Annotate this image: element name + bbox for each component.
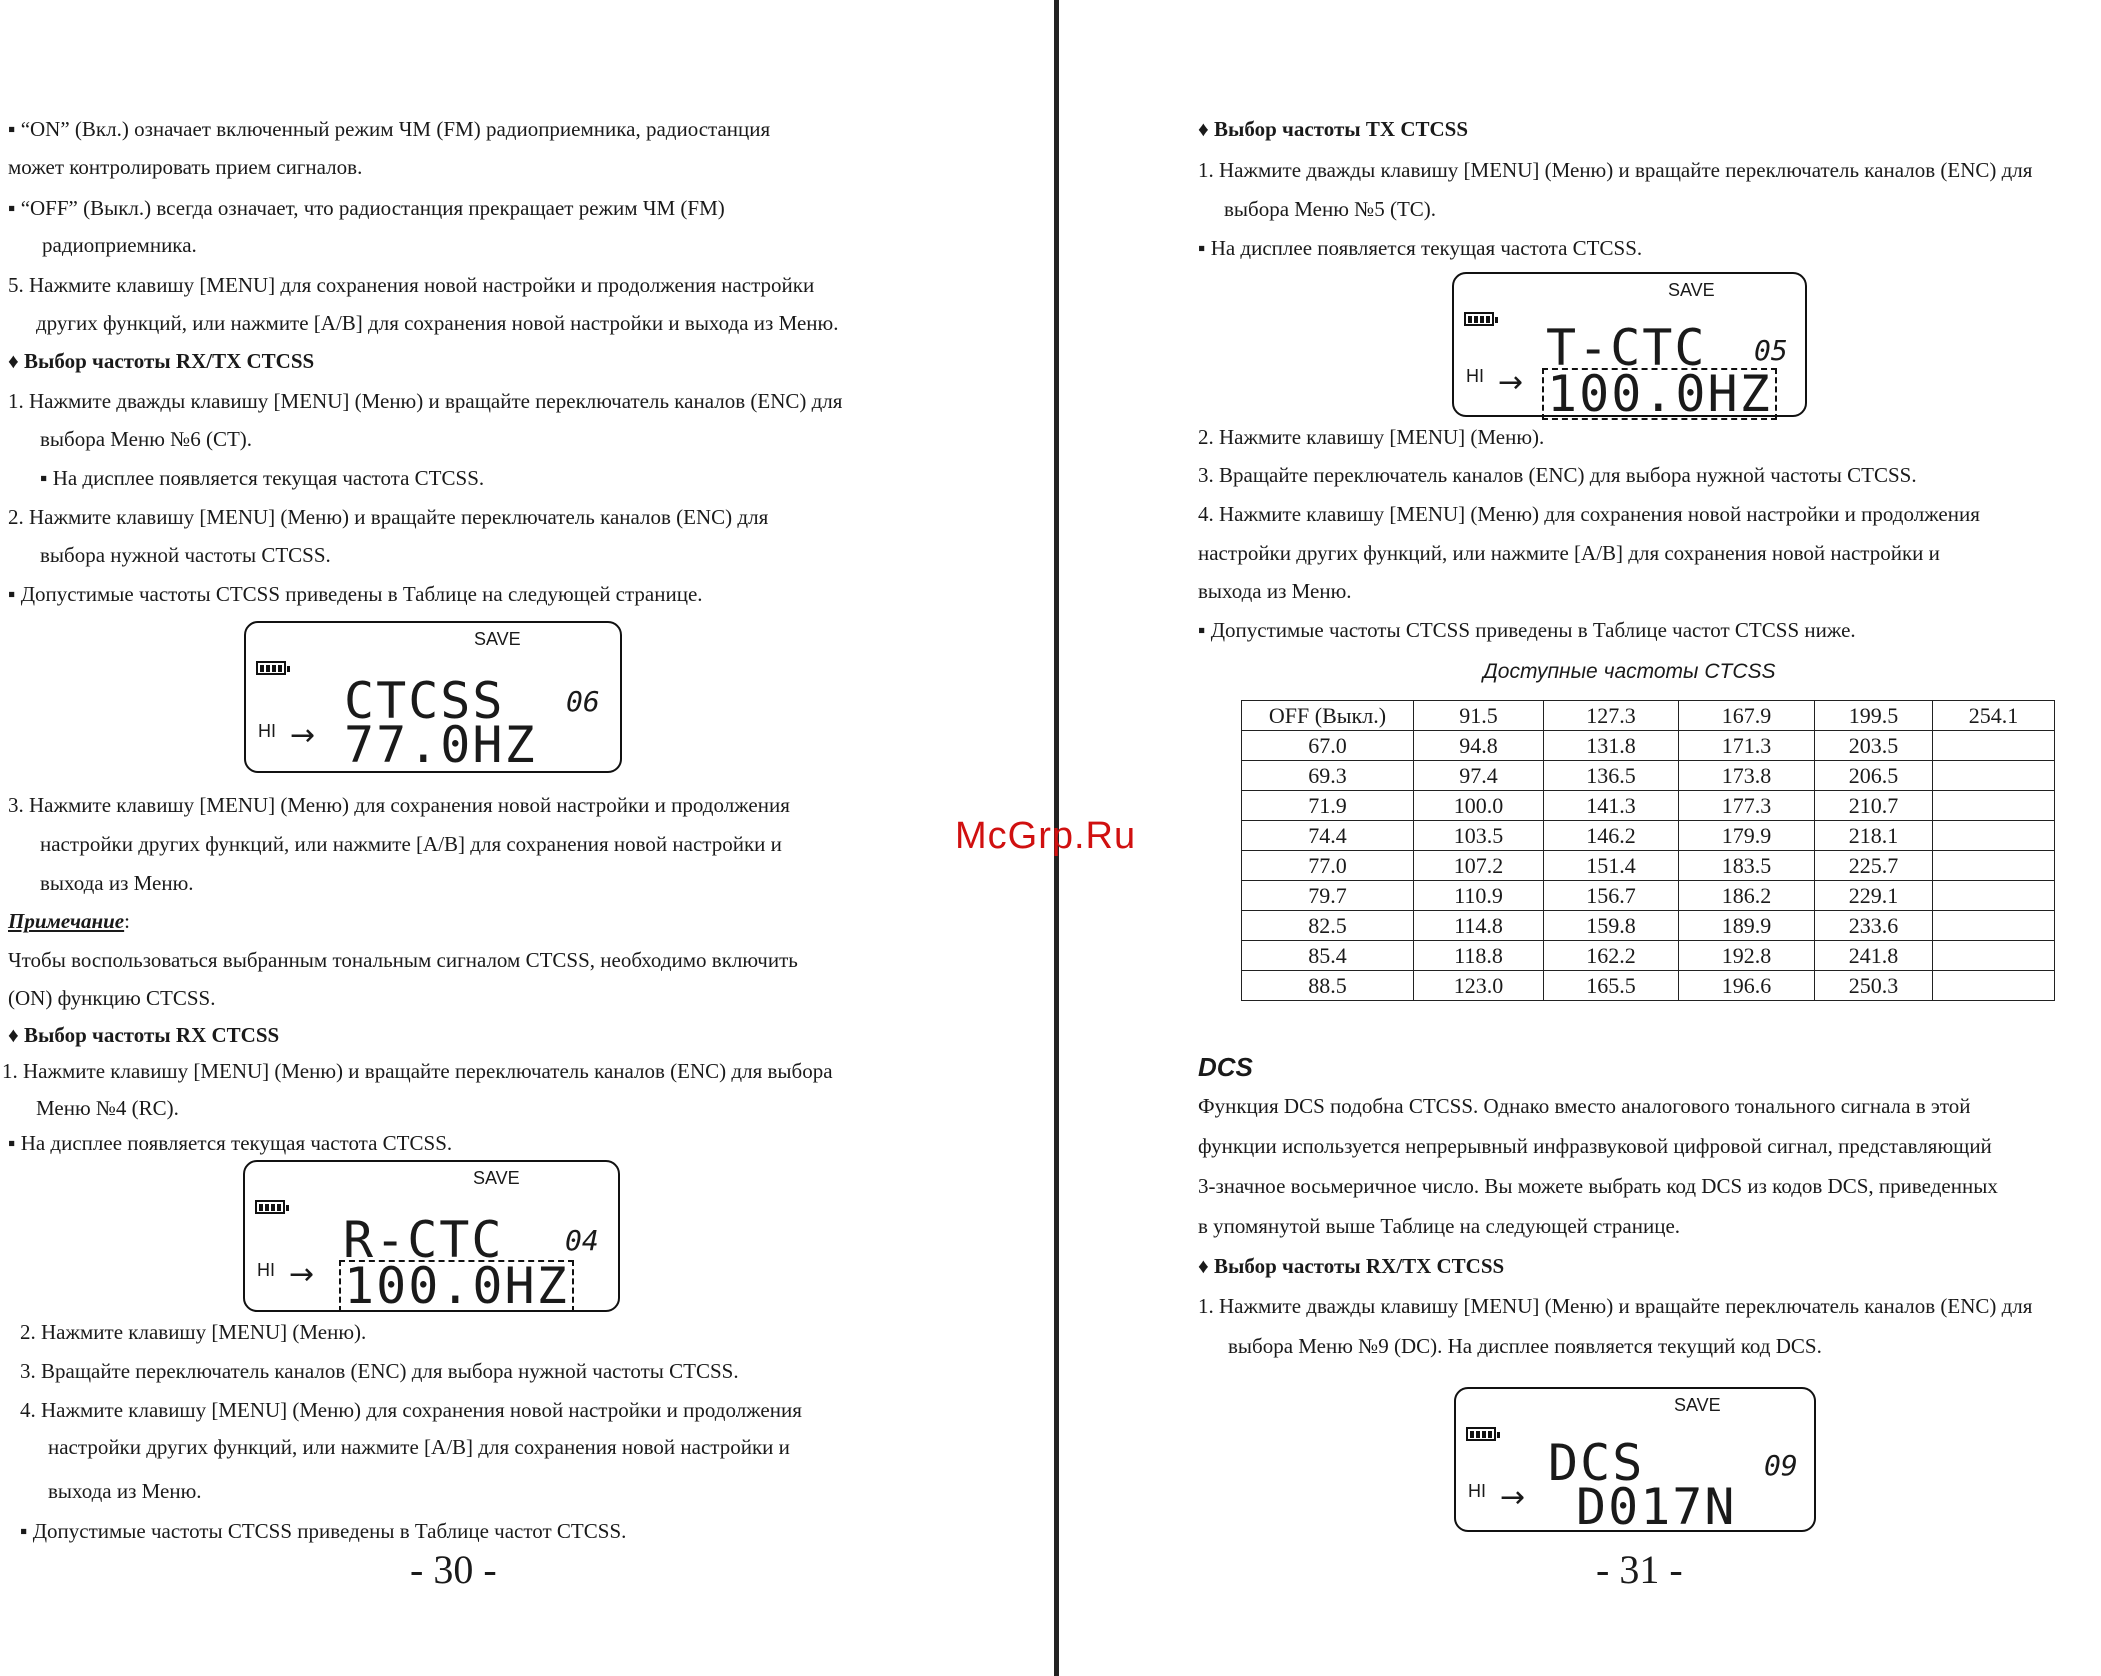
table-cell: 79.7 <box>1242 881 1414 911</box>
text-line: 3. Вращайте переключатель каналов (ENC) для выбора нужной частоты CTCSS. <box>20 1359 739 1383</box>
table-cell: 151.4 <box>1544 851 1679 881</box>
text-line: выбора нужной частоты CTCSS. <box>40 543 331 567</box>
text-line: (ON) функцию CTCSS. <box>8 986 216 1010</box>
table-cell: 156.7 <box>1544 881 1679 911</box>
table-cell: 74.4 <box>1242 821 1414 851</box>
table-row <box>1242 971 2055 1001</box>
lcd-display-rx <box>243 1160 620 1315</box>
section-heading: ♦ Выбор частоты RX CTCSS <box>8 1023 280 1047</box>
text-line: Чтобы воспользоваться выбранным тональным сигналом CTCSS, необходимо включить <box>8 948 798 972</box>
text-line: 1. Нажмите дважды клавишу [MENU] (Меню) и вращайте переключатель каналов (ENC) для <box>1198 1294 2033 1318</box>
table-cell <box>1933 791 2055 821</box>
text-line: Функция DCS подобна CTCSS. Однако вместо аналогового тонального сигнала в этой <box>1198 1094 1971 1118</box>
text-line: 4. Нажмите клавишу [MENU] (Меню) для сохранения новой настройки и продолжения <box>1198 502 1980 526</box>
table-cell: 165.5 <box>1544 971 1679 1001</box>
ctcss-table <box>1241 700 2055 1001</box>
text-line: ▪ На дисплее появляется текущая частота CTCSS. <box>1198 236 1643 260</box>
table-cell: 71.9 <box>1242 791 1414 821</box>
text-line: 1. Нажмите дважды клавишу [MENU] (Меню) и вращайте переключатель каналов (ENC) для <box>1198 158 2033 182</box>
text-line: настройки других функций, или нажмите [A/B] для сохранения новой настройки и <box>1198 541 1940 565</box>
arrow-right-icon: → <box>1500 1480 1526 1515</box>
lcd-line1: DCS <box>1548 1434 1645 1492</box>
table-row <box>1242 851 2055 881</box>
text-line: настройки других функций, или нажмите [A/B] для сохранения новой настройки и <box>40 832 782 856</box>
text-line: выхода из Меню. <box>1198 579 1352 603</box>
page-number: - 31 - <box>1596 1547 1683 1592</box>
table-cell <box>1933 821 2055 851</box>
lcd-line2: D017N <box>1576 1478 1737 1536</box>
lcd-line2: 100.0HZ <box>1542 368 1777 420</box>
table-row <box>1242 701 2055 731</box>
text-line: 2. Нажмите клавишу [MENU] (Меню). <box>1198 425 1545 449</box>
table-cell: 177.3 <box>1679 791 1815 821</box>
table-cell: 97.4 <box>1414 761 1544 791</box>
lcd-line1: R-CTC <box>343 1211 504 1269</box>
table-cell: 196.6 <box>1679 971 1815 1001</box>
table-cell: 162.2 <box>1544 941 1679 971</box>
lcd-display-dcs <box>1454 1387 1816 1536</box>
table-cell: 229.1 <box>1815 881 1933 911</box>
section-heading: ♦ Выбор частоты RX/TX CTCSS <box>8 349 315 373</box>
text-line: ▪ Допустимые частоты CTCSS приведены в Таблице частот CTCSS. <box>20 1519 627 1543</box>
table-cell: 210.7 <box>1815 791 1933 821</box>
page-30 <box>0 0 1050 1676</box>
text-line: 1. Нажмите клавишу [MENU] (Меню) и вращайте переключатель каналов (ENC) для выбора <box>2 1059 833 1083</box>
table-cell: 179.9 <box>1679 821 1815 851</box>
text-line: выхода из Меню. <box>40 871 194 895</box>
table-cell <box>1933 881 2055 911</box>
lcd-channel: 06 <box>566 685 600 718</box>
table-cell: 254.1 <box>1933 701 2055 731</box>
table-cell <box>1933 761 2055 791</box>
lcd-display-ctcss <box>244 621 622 773</box>
text-line: ▪ Допустимые частоты CTCSS приведены в Таблице частот CTCSS ниже. <box>1198 618 1856 642</box>
table-cell <box>1933 731 2055 761</box>
text-line: настройки других функций, или нажмите [A/B] для сохранения новой настройки и <box>48 1435 790 1459</box>
table-cell: 91.5 <box>1414 701 1544 731</box>
table-cell: 199.5 <box>1815 701 1933 731</box>
text-line: 3-значное восьмеричное число. Вы можете выбрать код DCS из кодов DCS, приведенных <box>1198 1174 1998 1198</box>
text-line: 3. Нажмите клавишу [MENU] (Меню) для сохранения новой настройки и продолжения <box>8 793 790 817</box>
lcd-power-label: HI <box>257 1260 275 1280</box>
text-line: в упомянутой выше Таблице на следующей странице. <box>1198 1214 1681 1238</box>
text-line: 5. Нажмите клавишу [MENU] для сохранения новой настройки и продолжения настройки <box>8 273 815 297</box>
text-line: Меню №4 (RC). <box>36 1096 179 1120</box>
table-cell: 107.2 <box>1414 851 1544 881</box>
table-cell: 159.8 <box>1544 911 1679 941</box>
arrow-right-icon: → <box>1498 365 1524 400</box>
text-line: 2. Нажмите клавишу [MENU] (Меню) и вращайте переключатель каналов (ENC) для <box>8 505 769 529</box>
table-row <box>1242 731 2055 761</box>
table-row <box>1242 911 2055 941</box>
text-line: ▪ На дисплее появляется текущая частота CTCSS. <box>8 1131 453 1155</box>
text-line: выбора Меню №9 (DC). На дисплее появляется текущий код DCS. <box>1228 1334 1822 1358</box>
table-cell: 206.5 <box>1815 761 1933 791</box>
table-cell: 173.8 <box>1679 761 1815 791</box>
table-cell: 127.3 <box>1544 701 1679 731</box>
text-line: ▪ Допустимые частоты CTCSS приведены в Таблице на следующей странице. <box>8 582 703 606</box>
lcd-line2: 77.0HZ <box>344 716 537 774</box>
table-cell <box>1933 971 2055 1001</box>
text-line: выбора Меню №6 (CT). <box>40 427 253 451</box>
table-cell: 114.8 <box>1414 911 1544 941</box>
table-cell: 218.1 <box>1815 821 1933 851</box>
table-cell: 123.0 <box>1414 971 1544 1001</box>
table-cell: 67.0 <box>1242 731 1414 761</box>
lcd-save-label: SAVE <box>1674 1395 1721 1415</box>
table-cell: 69.3 <box>1242 761 1414 791</box>
table-row <box>1242 761 2055 791</box>
table-cell: 183.5 <box>1679 851 1815 881</box>
lcd-save-label: SAVE <box>1668 280 1715 300</box>
table-cell: 100.0 <box>1414 791 1544 821</box>
table-cell: 233.6 <box>1815 911 1933 941</box>
note-heading: Примечание: <box>8 909 130 933</box>
table-row <box>1242 941 2055 971</box>
table-cell: 146.2 <box>1544 821 1679 851</box>
text-line: радиоприемника. <box>42 233 197 257</box>
text-line: 3. Вращайте переключатель каналов (ENC) для выбора нужной частоты CTCSS. <box>1198 463 1917 487</box>
table-row <box>1242 791 2055 821</box>
table-cell <box>1933 911 2055 941</box>
table-cell: 203.5 <box>1815 731 1933 761</box>
battery-icon <box>255 1200 285 1214</box>
battery-icon <box>1464 312 1494 326</box>
page-number: - 30 - <box>410 1547 497 1592</box>
text-line: ▪ На дисплее появляется текущая частота CTCSS. <box>40 466 485 490</box>
lcd-channel: 05 <box>1754 334 1788 367</box>
table-cell: 131.8 <box>1544 731 1679 761</box>
table-row <box>1242 821 2055 851</box>
note-label: Примечание <box>8 909 125 933</box>
text-line: выбора Меню №5 (TC). <box>1224 197 1437 221</box>
battery-icon <box>256 661 286 675</box>
text-line: 1. Нажмите дважды клавишу [MENU] (Меню) и вращайте переключатель каналов (ENC) для <box>8 389 843 413</box>
table-cell: 250.3 <box>1815 971 1933 1001</box>
lcd-power-label: HI <box>1466 366 1484 386</box>
section-heading: ♦ Выбор частоты RX/TX CTCSS <box>1198 1254 1505 1278</box>
table-cell: 94.8 <box>1414 731 1544 761</box>
lcd-channel: 09 <box>1764 1449 1798 1482</box>
table-cell: 118.8 <box>1414 941 1544 971</box>
arrow-right-icon: → <box>290 718 316 753</box>
table-cell: 186.2 <box>1679 881 1815 911</box>
table-cell: 110.9 <box>1414 881 1544 911</box>
table-cell: 241.8 <box>1815 941 1933 971</box>
table-cell: 171.3 <box>1679 731 1815 761</box>
table-cell: OFF (Выкл.) <box>1242 701 1414 731</box>
table-cell: 192.8 <box>1679 941 1815 971</box>
table-cell <box>1933 941 2055 971</box>
table-cell: 189.9 <box>1679 911 1815 941</box>
lcd-power-label: HI <box>1468 1481 1486 1501</box>
lcd-line1: T-CTC <box>1546 319 1707 377</box>
lcd-line2: 100.0HZ <box>339 1260 574 1312</box>
lcd-display-tx <box>1452 272 1807 423</box>
text-line: 4. Нажмите клавишу [MENU] (Меню) для сохранения новой настройки и продолжения <box>20 1398 802 1422</box>
lcd-save-label: SAVE <box>473 1168 520 1188</box>
arrow-right-icon: → <box>289 1257 315 1292</box>
text-line: может контролировать прием сигналов. <box>8 155 363 179</box>
watermark: McGrp.Ru <box>955 815 1137 857</box>
section-heading: ♦ Выбор частоты TX CTCSS <box>1198 117 1469 141</box>
table-cell: 88.5 <box>1242 971 1414 1001</box>
table-cell: 167.9 <box>1679 701 1815 731</box>
table-cell: 85.4 <box>1242 941 1414 971</box>
table-caption: Доступные частоты CTCSS <box>1483 660 1776 683</box>
table-cell: 136.5 <box>1544 761 1679 791</box>
table-cell: 77.0 <box>1242 851 1414 881</box>
table-cell: 82.5 <box>1242 911 1414 941</box>
lcd-save-label: SAVE <box>474 629 521 649</box>
text-line: 2. Нажмите клавишу [MENU] (Меню). <box>20 1320 367 1344</box>
table-row <box>1242 881 2055 911</box>
text-line: других функций, или нажмите [A/B] для сохранения новой настройки и выхода из Меню. <box>36 311 839 335</box>
table-cell: 141.3 <box>1544 791 1679 821</box>
table-cell: 103.5 <box>1414 821 1544 851</box>
text-line: выхода из Меню. <box>48 1479 202 1503</box>
lcd-power-label: HI <box>258 721 276 741</box>
text-line: ▪ “ON” (Вкл.) означает включенный режим ЧМ (FM) радиоприемника, радиостанция <box>8 117 771 141</box>
lcd-line1: CTCSS <box>344 672 505 730</box>
table-cell <box>1933 851 2055 881</box>
lcd-channel: 04 <box>565 1224 599 1257</box>
battery-icon <box>1466 1427 1496 1441</box>
text-line: функции используется непрерывный инфразвуковой цифровой сигнал, представляющий <box>1198 1134 1992 1158</box>
dcs-title: DCS <box>1198 1052 1253 1082</box>
text-line: ▪ “OFF” (Выкл.) всегда означает, что радиостанция прекращает режим ЧМ (FM) <box>8 196 725 220</box>
table-cell: 225.7 <box>1815 851 1933 881</box>
